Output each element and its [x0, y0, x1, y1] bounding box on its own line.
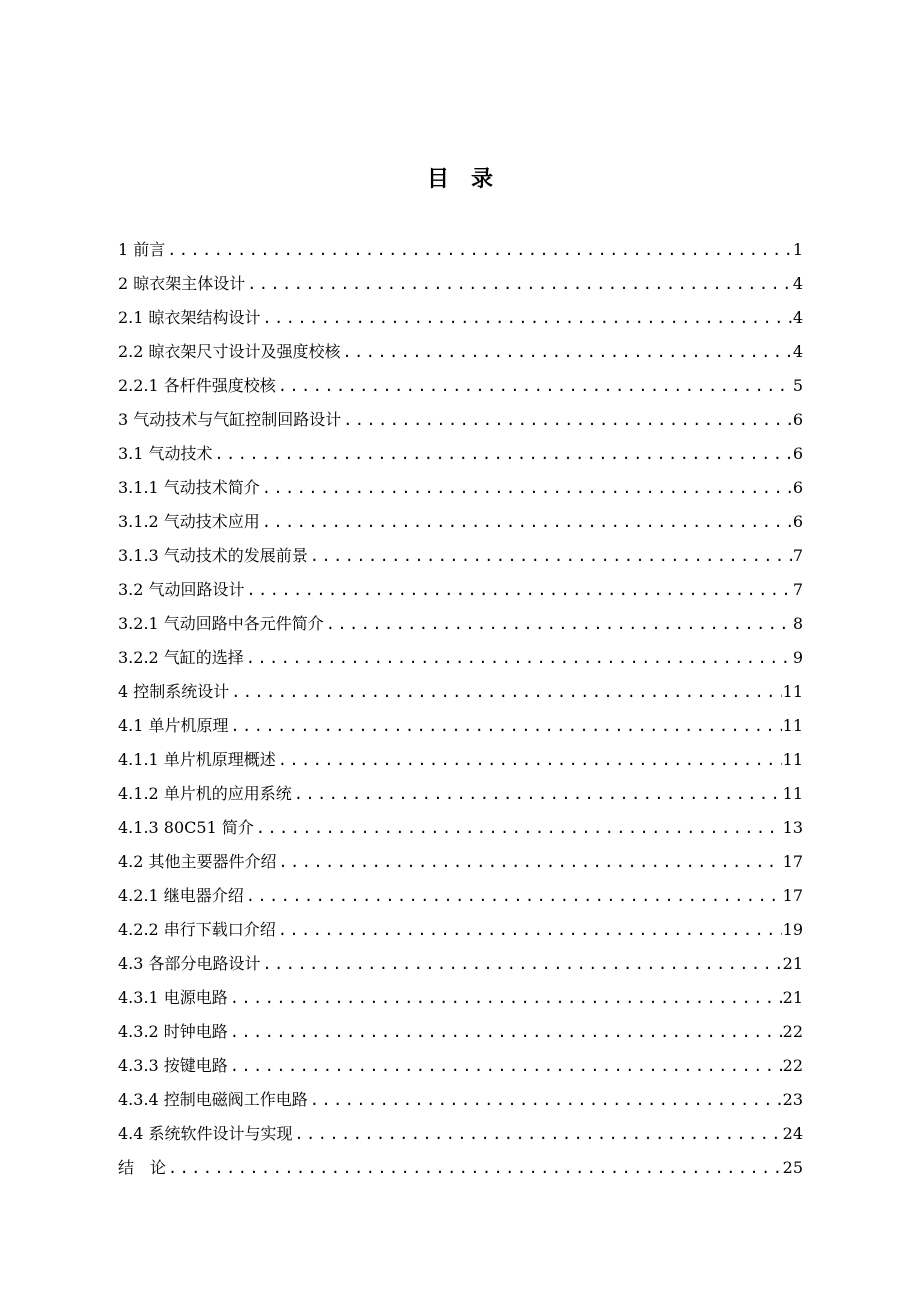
- toc-dot-leader: [167, 233, 792, 267]
- toc-list: [118, 233, 803, 1185]
- toc-entry-label: 3.2.1 气动回路中各元件简介: [118, 614, 324, 633]
- toc-entry-page: 11: [782, 750, 803, 769]
- toc-dot-leader: [256, 811, 782, 845]
- toc-dot-leader: [231, 675, 781, 709]
- toc-entry-label: 2 晾衣架主体设计: [118, 274, 246, 293]
- toc-dot-leader: [230, 1015, 782, 1049]
- toc-entry[interactable]: [118, 1083, 803, 1117]
- toc-entry-page: 11: [782, 784, 803, 803]
- toc-dot-leader: [263, 301, 792, 335]
- toc-entry[interactable]: [118, 811, 803, 845]
- toc-entry-page: 6: [792, 410, 803, 429]
- toc-dot-leader: [246, 879, 782, 913]
- toc-title: 目 录: [426, 166, 493, 192]
- toc-entry[interactable]: [118, 641, 803, 675]
- toc-dot-leader: [295, 1117, 782, 1151]
- toc-entry[interactable]: [118, 573, 803, 607]
- toc-entry[interactable]: [118, 539, 803, 573]
- toc-entry-page: 11: [782, 682, 803, 701]
- toc-entry-page: 17: [782, 852, 803, 871]
- toc-entry[interactable]: [118, 403, 803, 437]
- toc-entry-label: 4.4 系统软件设计与实现: [118, 1124, 293, 1143]
- toc-entry[interactable]: [118, 981, 803, 1015]
- toc-dot-leader: [343, 403, 792, 437]
- toc-entry-label: 4.2.2 串行下载口介绍: [118, 920, 276, 939]
- toc-entry-label: 2.1 晾衣架结构设计: [118, 308, 261, 327]
- toc-dot-leader: [278, 369, 792, 403]
- toc-entry-page: 6: [792, 478, 803, 497]
- toc-dot-leader: [247, 267, 792, 301]
- toc-entry-page: 17: [782, 886, 803, 905]
- toc-entry-page: 4: [792, 308, 803, 327]
- toc-entry[interactable]: [118, 709, 803, 743]
- toc-entry-label: 4.2 其他主要器件介绍: [118, 852, 277, 871]
- toc-entry-page: 7: [792, 546, 803, 565]
- toc-entry[interactable]: [118, 879, 803, 913]
- toc-entry-label: 4 控制系统设计: [118, 682, 230, 701]
- toc-entry[interactable]: [118, 233, 803, 267]
- toc-entry[interactable]: [118, 437, 803, 471]
- toc-entry-page: 22: [782, 1056, 803, 1075]
- toc-entry-label: 4.1.2 单片机的应用系统: [118, 784, 292, 803]
- toc-entry-page: 21: [782, 954, 803, 973]
- toc-entry-label: 3.1.3 气动技术的发展前景: [118, 546, 308, 565]
- toc-dot-leader: [168, 1151, 782, 1185]
- toc-entry-page: 5: [792, 376, 803, 395]
- toc-dot-leader: [310, 539, 792, 573]
- toc-dot-leader: [278, 743, 782, 777]
- toc-dot-leader: [279, 845, 782, 879]
- toc-entry-page: 19: [782, 920, 803, 939]
- toc-entry-label: 3.2.2 气缸的选择: [118, 648, 244, 667]
- toc-entry-label: 1 前言: [118, 240, 166, 259]
- toc-entry-page: 23: [782, 1090, 803, 1109]
- toc-entry[interactable]: [118, 743, 803, 777]
- toc-entry[interactable]: [118, 369, 803, 403]
- toc-entry-page: 21: [782, 988, 803, 1007]
- toc-entry-label: 4.3.1 电源电路: [118, 988, 228, 1007]
- toc-dot-leader: [310, 1083, 782, 1117]
- toc-entry-page: 8: [792, 614, 803, 633]
- toc-entry-label: 4.1.1 单片机原理概述: [118, 750, 276, 769]
- toc-entry-label: 4.3.2 时钟电路: [118, 1022, 228, 1041]
- toc-dot-leader: [215, 437, 792, 471]
- toc-entry-page: 25: [782, 1158, 803, 1177]
- toc-entry[interactable]: [118, 1015, 803, 1049]
- toc-entry-label: 2.2 晾衣架尺寸设计及强度校核: [118, 342, 341, 361]
- toc-entry[interactable]: [118, 335, 803, 369]
- toc-entry[interactable]: [118, 1151, 803, 1185]
- toc-dot-leader: [230, 981, 782, 1015]
- toc-entry-page: 9: [792, 648, 803, 667]
- toc-entry[interactable]: [118, 777, 803, 811]
- toc-entry-label: 3 气动技术与气缸控制回路设计: [118, 410, 342, 429]
- toc-dot-leader: [294, 777, 782, 811]
- toc-dot-leader: [262, 505, 792, 539]
- toc-entry[interactable]: [118, 301, 803, 335]
- toc-entry-page: 11: [782, 716, 803, 735]
- toc-entry-page: 6: [792, 512, 803, 531]
- toc-entry-page: 4: [792, 342, 803, 361]
- toc-entry-label: 3.1 气动技术: [118, 444, 213, 463]
- toc-entry-label: 3.1.1 气动技术简介: [118, 478, 260, 497]
- toc-dot-leader: [278, 913, 782, 947]
- toc-entry-page: 13: [782, 818, 803, 837]
- toc-entry-page: 7: [792, 580, 803, 599]
- toc-entry-label: 3.2 气动回路设计: [118, 580, 245, 599]
- toc-dot-leader: [246, 641, 792, 675]
- toc-entry[interactable]: [118, 845, 803, 879]
- toc-entry-page: 4: [792, 274, 803, 293]
- toc-entry-page: 22: [782, 1022, 803, 1041]
- toc-entry-label: 4.1 单片机原理: [118, 716, 229, 735]
- toc-entry-page: 1: [792, 240, 803, 259]
- toc-entry[interactable]: [118, 267, 803, 301]
- toc-dot-leader: [247, 573, 792, 607]
- toc-entry-label: 2.2.1 各杆件强度校核: [118, 376, 276, 395]
- toc-entry[interactable]: [118, 505, 803, 539]
- toc-entry[interactable]: [118, 675, 803, 709]
- toc-entry-page: 6: [792, 444, 803, 463]
- toc-entry[interactable]: [118, 607, 803, 641]
- toc-entry-label: 4.3.4 控制电磁阀工作电路: [118, 1090, 308, 1109]
- toc-dot-leader: [230, 1049, 782, 1083]
- toc-entry-label: 3.1.2 气动技术应用: [118, 512, 260, 531]
- toc-entry[interactable]: [118, 947, 803, 981]
- toc-dot-leader: [326, 607, 792, 641]
- toc-dot-leader: [231, 709, 782, 743]
- toc-entry-label: 4.3 各部分电路设计: [118, 954, 261, 973]
- toc-entry[interactable]: [118, 1117, 803, 1151]
- toc-entry-label: 结 论: [118, 1158, 167, 1177]
- toc-entry-label: 4.3.3 按键电路: [118, 1056, 228, 1075]
- toc-dot-leader: [343, 335, 792, 369]
- toc-entry-page: 24: [782, 1124, 803, 1143]
- toc-dot-leader: [262, 471, 792, 505]
- toc-entry[interactable]: [118, 471, 803, 505]
- toc-entry-label: 4.1.3 80C51 简介: [118, 818, 254, 837]
- toc-entry-label: 4.2.1 继电器介绍: [118, 886, 244, 905]
- toc-entry[interactable]: [118, 913, 803, 947]
- toc-entry[interactable]: [118, 1049, 803, 1083]
- toc-dot-leader: [263, 947, 782, 981]
